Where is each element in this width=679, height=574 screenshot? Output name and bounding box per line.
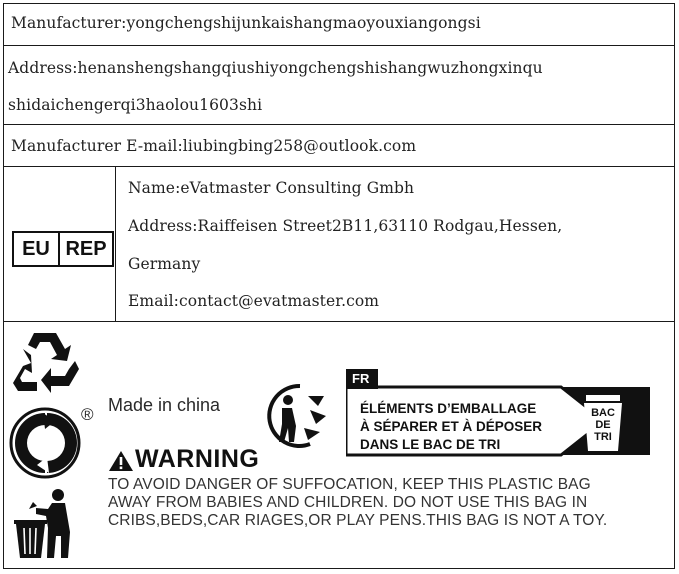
divider [4,166,674,167]
manufacturer-email: Manufacturer E-mail:liubingbing258@outlook.com [11,137,417,155]
bin-line-1: BAC [591,407,615,419]
warning-line-3: CRIBS,BEDS,CAR RIAGES,OR PLAY PENS.THIS BAG IS NOT A TOY. [108,512,608,529]
registered-mark: ® [81,405,94,424]
eu-rep-address-line-1: Address:Raiffeisen Street2B11,63110 Rodgau,Hessen, [128,217,563,235]
eu-rep-badge-right: REP [65,237,107,260]
eu-rep-badge [12,231,114,267]
bin-line-2: DE [595,419,611,431]
triman-line-1: ÉLÉMENTS D’EMBALLAGE [360,401,537,416]
triman-icon [260,380,338,452]
eu-rep-address-line-2: Germany [128,255,201,273]
triman-line-3: DANS LE BAC DE TRI [360,437,501,452]
divider [4,45,674,46]
warning-title: WARNING [135,445,260,473]
product-label [3,3,675,569]
bin-line-3: TRI [594,431,612,443]
tidyman-icon [10,488,80,560]
eu-rep-badge-left: EU [14,233,60,265]
eu-rep-email: Email:contact@evatmaster.com [128,292,380,310]
manufacturer-text: Manufacturer:yongchengshijunkaishangmaoyouxiangongsi [11,14,481,32]
address-line-1: Address:henanshengshangqiushiyongchengshishangwuzhongxinqu [8,59,543,77]
warning-line-1: TO AVOID DANGER OF SUFFOCATION, KEEP THIS PLASTIC BAG [108,476,591,493]
address-line-2: shidaichengerqi3haolou1603shi [8,96,263,114]
bin-icon [588,407,618,443]
eu-rep-name: Name:eVatmaster Consulting Gmbh [128,179,415,197]
divider [115,166,116,321]
triman-country-code: FR [352,371,370,386]
made-in-label: Made in china [108,395,221,415]
triman-info-box [346,369,650,459]
green-dot-icon [9,407,84,479]
triman-line-2: À SÉPARER ET À DÉPOSER [360,419,543,434]
warning-line-2: AWAY FROM BABIES AND CHILDREN. DO NOT USE THIS BAG IN [108,494,588,511]
warning-text [108,476,607,530]
recycle-icon [9,329,81,397]
divider [4,124,674,125]
warning-triangle-icon [108,450,134,472]
divider [4,321,674,322]
